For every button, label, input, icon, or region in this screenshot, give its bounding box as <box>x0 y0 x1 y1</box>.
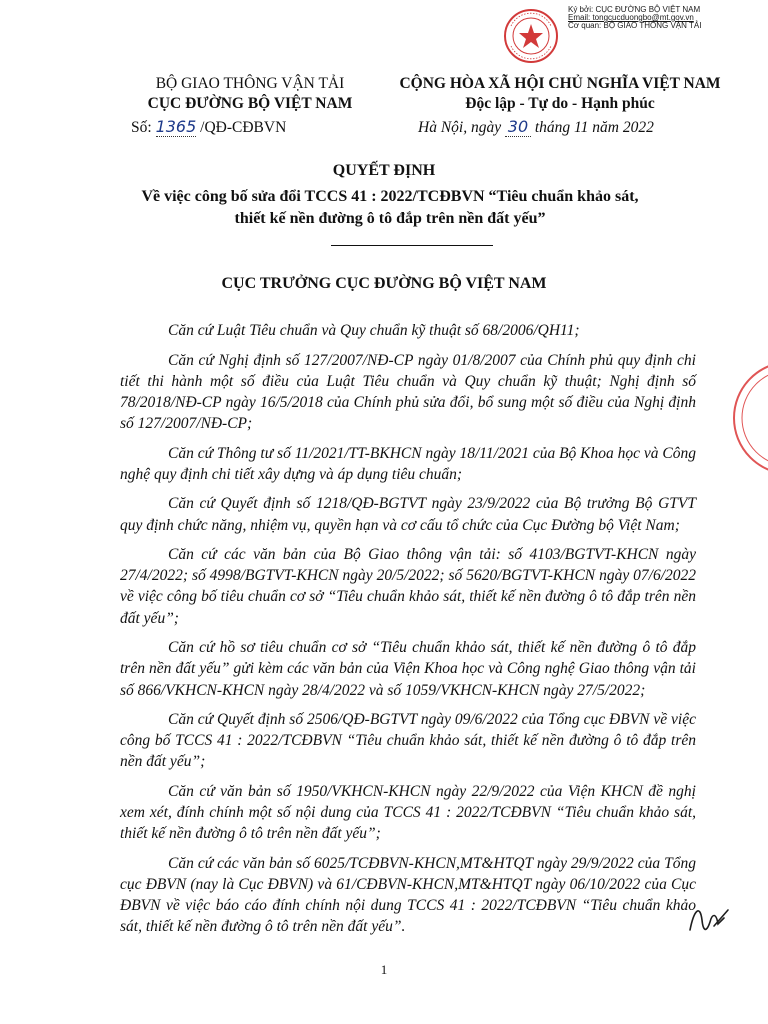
legal-basis-paragraph: Căn cứ các văn bản của Bộ Giao thông vận tải: số 4103/BGTVT-KHCN ngày 27/4/2022; số 4998/BGTVT-KHCN ngày 20/5/2022; số 5620/BGTVT-KHCN ngày 07/6/2022 về việc công bố tiêu chuẩn cơ sở “Tiêu chuẩn khảo sát, thiết kế nền đường ô tô đắp trên nền đất yếu”; <box>120 546 696 627</box>
legal-basis-section <box>120 320 696 946</box>
digital-signature-info <box>568 6 758 30</box>
subject-line-2: thiết kế nền đường ô tô đắp trên nền đất yếu” <box>234 210 546 227</box>
legal-basis-paragraph: Căn cứ Quyết định số 1218/QĐ-BGTVT ngày 23/9/2022 của Bộ trưởng Bộ GTVT quy định chức năng, nhiệm vụ, quyền hạn và cơ cấu tổ chức của Cục Đường bộ Việt Nam; <box>120 495 696 534</box>
number-prefix: Số: <box>131 119 152 136</box>
number-suffix: /QĐ-CĐBVN <box>200 119 287 136</box>
legal-basis-paragraph: Căn cứ Luật Tiêu chuẩn và Quy chuẩn kỹ thuật số 68/2006/QH11; <box>168 322 580 339</box>
title-divider <box>331 245 493 246</box>
handwritten-number: 1365 <box>155 117 197 136</box>
national-header <box>395 74 725 114</box>
date-suffix: tháng 11 năm 2022 <box>534 119 654 136</box>
digital-signature-seal <box>503 8 559 64</box>
signature-agency: Cơ quan: BỘ GIAO THÔNG VẬN TẢI <box>568 21 702 30</box>
country-name: CỘNG HÒA XÃ HỘI CHỦ NGHĨA VIỆT NAM <box>399 75 721 92</box>
legal-basis-paragraph: Căn cứ hồ sơ tiêu chuẩn cơ sở “Tiêu chuẩn khảo sát, thiết kế nền đường ô tô đắp trên nền đất yếu” gửi kèm các văn bản của Viện Khoa học và Công nghệ Giao thông vận tải số 866/VKHCN-KHCN ngày 28/4/2022 và số 1059/VKHCN-KHCN ngày 27/5/2022; <box>120 639 696 699</box>
legal-basis-paragraph: Căn cứ Quyết định số 2506/QĐ-BGTVT ngày 09/6/2022 của Tổng cục ĐBVN về việc công bố TCCS 41 : 2022/TCĐBVN “Tiêu chuẩn khảo sát, thiết kế nền đường ô tô đắp trên nền đất yếu”; <box>120 711 696 771</box>
legal-basis-paragraph: Căn cứ Thông tư số 11/2021/TT-BKHCN ngày 18/11/2021 của Bộ Khoa học và Công nghệ quy định chi tiết xây dựng và áp dụng tiêu chuẩn; <box>120 444 696 483</box>
legal-basis-paragraph: Căn cứ văn bản số 1950/VKHCN-KHCN ngày 22/9/2022 của Viện KHCN đề nghị xem xét, đính chính một số nội dung của TCCS 41 : 2022/TCĐBVN “Tiêu chuẩn khảo sát, thiết kế nền đường ô tô trên nền đất yếu”; <box>120 782 696 843</box>
document-number <box>131 117 286 137</box>
handwritten-day: 30 <box>505 117 531 137</box>
document-subject <box>100 186 680 230</box>
red-stamp-partial <box>728 358 768 478</box>
legal-basis-paragraph: Căn cứ Nghị định số 127/2007/NĐ-CP ngày 01/8/2007 của Chính phủ quy định chi tiết thi hành một số điều của Luật Tiêu chuẩn và Quy chuẩn kỹ thuật; Nghị định số 78/2018/NĐ-CP ngày 16/5/2018 của Chính phủ sửa đổi, bổ sung một số điều của Nghị định số 127/2007/NĐ-CP; <box>120 351 696 433</box>
handwritten-initial <box>684 900 736 940</box>
legal-basis-paragraph: Căn cứ các văn bản số 6025/TCĐBVN-KHCN,MT&HTQT ngày 29/9/2022 của Tổng cục ĐBVN (nay là Cục ĐBVN) và 61/CĐBVN-KHCN,MT&HTQT ngày 06/10/2022 của Cục ĐBVN về việc báo cáo đính chính nội dung TCCS 41 : 2022/TCĐBVN “Tiêu chuẩn khảo sát, thiết kế nền đường ô tô trên nền đất yếu”. <box>120 854 696 936</box>
issuing-authority: CỤC TRƯỞNG CỤC ĐƯỜNG BỘ VIỆT NAM <box>221 275 547 292</box>
subject-line-1: Về việc công bố sửa đổi TCCS 41 : 2022/TCĐBVN “Tiêu chuẩn khảo sát, <box>141 188 639 205</box>
signature-signer: Ký bởi: CỤC ĐƯỜNG BỘ VIỆT NAM <box>568 5 701 14</box>
issuing-agency-header <box>100 74 400 114</box>
issue-date <box>418 117 654 137</box>
date-prefix: Hà Nội, ngày <box>418 119 502 136</box>
page-number: 1 <box>380 962 388 977</box>
signature-email: Email: tongcucduongbo@mt.gov.vn <box>568 13 694 22</box>
department-name: CỤC ĐƯỜNG BỘ VIỆT NAM <box>147 95 353 112</box>
national-motto: Độc lập - Tự do - Hạnh phúc <box>465 95 655 112</box>
ministry-name: BỘ GIAO THÔNG VẬN TẢI <box>155 75 345 92</box>
document-title: QUYẾT ĐỊNH <box>332 162 436 179</box>
